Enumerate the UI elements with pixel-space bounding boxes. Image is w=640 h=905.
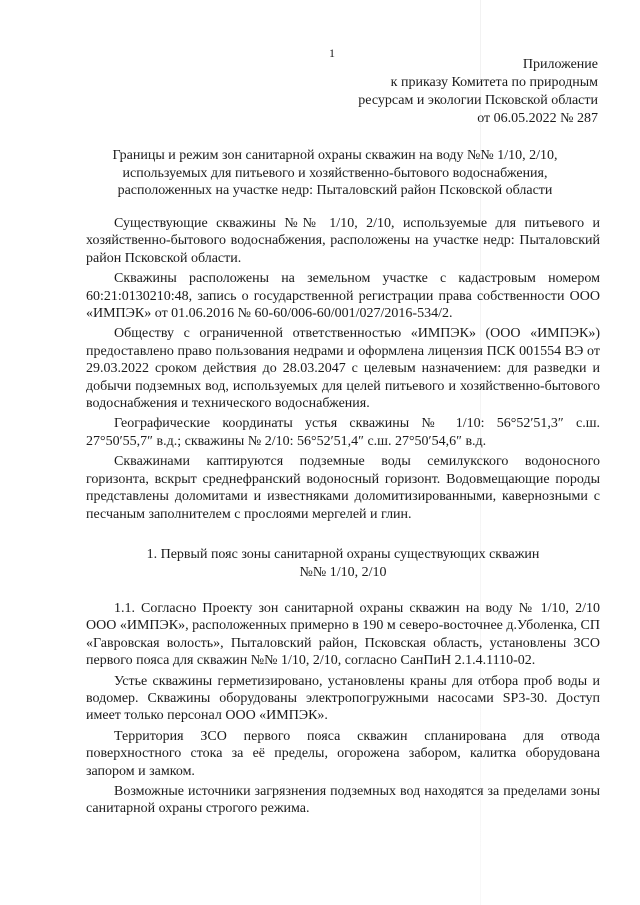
paragraph: Территория ЗСО первого пояса скважин спланирована для отвода поверхностного стока за её пределы, огорожена забором, калитка оборудована запором и замком. xyxy=(86,728,600,779)
paragraph: Географические координаты устья скважины № 1/10: 56°52′51,3″ с.ш. 27°50′55,7″ в.д.; скважины № 2/10: 56°52′51,4″ с.ш. 27°50′54,6″ в.д. xyxy=(86,416,600,449)
title-line: расположенных на участке недр: Пыталовский район Псковской области xyxy=(117,183,553,198)
section-heading-line: 1. Первый пояс зоны санитарной охраны существующих скважин xyxy=(146,547,540,562)
intro-section xyxy=(86,215,600,523)
paragraph: Устье скважины герметизировано, установлены краны для отбора проб воды и водомер. Скважины оборудованы электропогружными насосами SP3-30. Доступ имеет только персонал ООО «ИМПЭК». xyxy=(86,673,600,724)
paragraph: Скважины расположены на земельном участке с кадастровым номером 60:21:0130210:48, запись о государственной регистрации права собственности ООО «ИМПЭК» от 01.06.2016 № 60-60/006-60/001/027/2016-534/2. xyxy=(86,271,600,322)
paragraph: 1.1. Согласно Проекту зон санитарной охраны скважин на воду № 1/10, 2/10 ООО «ИМПЭК», расположенных примерно в 190 м северо-восточнее д.Уболенка, СП «Гавровская волость», Пыталовский район, Псковская область, установлены ЗСО первого пояса для скважин №№ 1/10, 2/10, согласно СанПиН 2.1.4.1110-02. xyxy=(86,601,600,669)
title-line: Границы и режим зон санитарной охраны скважин на воду №№ 1/10, 2/10, xyxy=(112,148,558,163)
section-heading-line: №№ 1/10, 2/10 xyxy=(299,564,387,580)
appendix-header xyxy=(358,56,598,128)
page-number: 1 xyxy=(329,46,335,60)
title-line: используемых для питьевого и хозяйственно-бытового водоснабжения, xyxy=(122,165,548,181)
appendix-line: от 06.05.2022 № 287 xyxy=(477,111,598,126)
document-title xyxy=(70,147,600,200)
paragraph: Обществу с ограниченной ответственностью «ИМПЭК» (ООО «ИМПЭК») предоставлено право пользования недрами и оформлена лицензия ПСК 001554 ВЭ от 29.03.2022 сроком действия до 28.03.2047 с целевым назначением: для разведки и добычи подземных вод, используемых для целей питьевого и хозяйственно-бытового водоснабжения и технического водоснабжения. xyxy=(86,326,600,412)
section-heading xyxy=(86,546,600,581)
paragraph: Существующие скважины №№ 1/10, 2/10, используемые для питьевого и хозяйственно-бытового водоснабжения, расположены на участке недр: Пыталовский район Псковской области. xyxy=(86,216,600,266)
appendix-line: Приложение xyxy=(522,57,598,72)
paragraph: Возможные источники загрязнения подземных вод находятся за пределами зоны санитарной охраны строгого режима. xyxy=(86,784,600,817)
paragraph: Скважинами каптируются подземные воды семилукского водоносного горизонта, вскрыт среднефранский водоносный горизонт. Водовмещающие породы представлены доломитами и известняками доломитизированными, кавернозными с песчаным заполнителем с прослоями мергелей и глин. xyxy=(86,454,600,522)
appendix-line: к приказу Комитета по природным xyxy=(390,75,598,90)
section-1-body xyxy=(86,600,600,818)
appendix-line: ресурсам и экологии Псковской области xyxy=(358,93,598,108)
